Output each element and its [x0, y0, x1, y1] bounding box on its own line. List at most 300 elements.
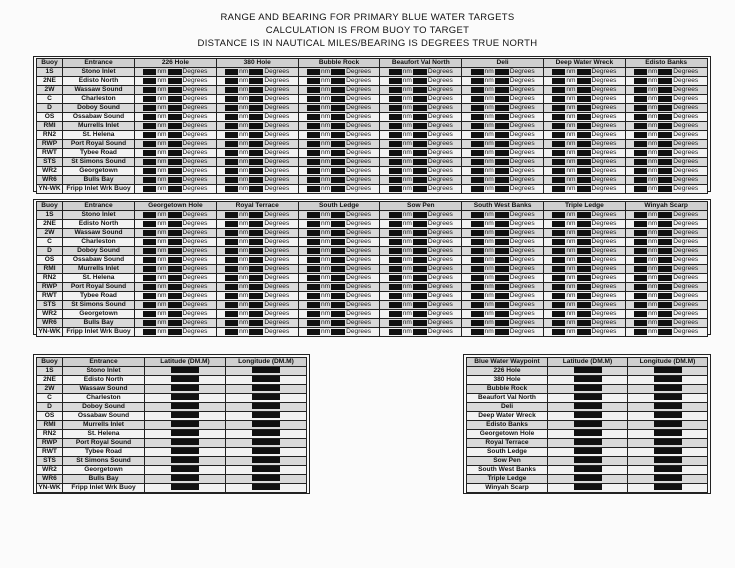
degrees-unit: Degrees — [264, 229, 290, 236]
range-bearing-cell — [543, 86, 625, 95]
nm-unit: nm — [484, 319, 494, 326]
degrees-unit: Degrees — [673, 176, 699, 183]
range-bearing-cell — [135, 158, 217, 167]
nm-unit: nm — [566, 283, 576, 290]
redacted-bearing — [249, 275, 263, 281]
degrees-unit: Degrees — [673, 113, 699, 120]
redacted-bearing — [331, 248, 345, 254]
waypoint-name: Bubble Rock — [467, 385, 548, 394]
redacted-range — [389, 257, 402, 263]
nm-unit: nm — [648, 149, 658, 156]
redacted-coordinate — [574, 394, 602, 400]
redacted-bearing — [168, 302, 182, 308]
coordinate-cell — [145, 457, 226, 466]
coordinate-cell — [628, 421, 708, 430]
range-bearing-cell — [298, 95, 380, 104]
nm-unit: nm — [566, 113, 576, 120]
nm-unit: nm — [402, 122, 412, 129]
redacted-bearing — [658, 329, 672, 335]
redacted-coordinate — [252, 439, 280, 445]
table-row — [467, 457, 708, 466]
nm-unit: nm — [320, 319, 331, 326]
redacted-range — [552, 302, 565, 308]
range-bearing-cell — [298, 176, 380, 185]
nm-unit: nm — [320, 238, 331, 245]
redacted-bearing — [658, 320, 672, 326]
range-bearing-cell — [216, 229, 298, 238]
redacted-coordinate — [654, 403, 682, 409]
redacted-range — [552, 186, 565, 192]
buoy-id: WR2 — [37, 167, 63, 176]
buoy-id: WR2 — [37, 310, 63, 319]
degrees-unit: Degrees — [673, 310, 699, 317]
col-header-target: 380 Hole — [216, 59, 298, 68]
redacted-range — [143, 302, 156, 308]
nm-unit: nm — [484, 274, 494, 281]
redacted-range — [143, 159, 156, 165]
table-row — [467, 448, 708, 457]
coordinate-cell — [548, 421, 628, 430]
nm-unit: nm — [648, 256, 658, 263]
degrees-unit: Degrees — [591, 95, 617, 102]
degrees-unit: Degrees — [591, 122, 617, 129]
range-bearing-cell — [625, 319, 707, 328]
range-bearing-cell — [216, 256, 298, 265]
nm-unit: nm — [320, 274, 331, 281]
range-bearing-cell — [135, 131, 217, 140]
redacted-bearing — [249, 168, 263, 174]
redacted-bearing — [658, 150, 672, 156]
range-bearing-cell — [625, 238, 707, 247]
degrees-unit: Degrees — [427, 238, 453, 245]
entrance-name: St. Helena — [63, 131, 135, 140]
table-row — [37, 457, 307, 466]
nm-unit: nm — [566, 167, 576, 174]
nm-unit: nm — [566, 149, 576, 156]
nm-unit: nm — [484, 149, 494, 156]
redacted-range — [143, 248, 156, 254]
redacted-range — [634, 177, 647, 183]
coordinate-cell — [548, 439, 628, 448]
redacted-range — [634, 221, 647, 227]
redacted-bearing — [495, 320, 509, 326]
nm-unit: nm — [484, 283, 494, 290]
degrees-unit: Degrees — [427, 283, 453, 290]
buoy-id: STS — [37, 301, 63, 310]
redacted-range — [471, 275, 484, 281]
range-bearing-cell — [543, 220, 625, 229]
nm-unit: nm — [648, 131, 658, 138]
redacted-range — [552, 320, 565, 326]
redacted-range — [143, 257, 156, 263]
range-bearing-cell — [462, 149, 544, 158]
redacted-bearing — [495, 78, 509, 84]
table-row — [37, 475, 307, 484]
redacted-bearing — [495, 257, 509, 263]
nm-unit: nm — [157, 301, 167, 308]
redacted-range — [471, 96, 484, 102]
redacted-bearing — [413, 87, 427, 93]
redacted-range — [634, 293, 647, 299]
redacted-bearing — [577, 230, 591, 236]
redacted-range — [552, 239, 565, 245]
degrees-unit: Degrees — [182, 265, 208, 272]
range-bearing-cell — [380, 185, 462, 194]
degrees-unit: Degrees — [182, 310, 208, 317]
redacted-range — [389, 212, 402, 218]
redacted-range — [389, 302, 402, 308]
redacted-range — [634, 230, 647, 236]
table-row — [467, 376, 708, 385]
nm-unit: nm — [320, 310, 331, 317]
nm-unit: nm — [566, 229, 576, 236]
range-bearing-cell — [625, 131, 707, 140]
buoy-id: 2W — [37, 86, 63, 95]
range-bearing-cell — [462, 158, 544, 167]
redacted-range — [471, 320, 484, 326]
redacted-bearing — [658, 266, 672, 272]
range-bearing-cell — [462, 167, 544, 176]
degrees-unit: Degrees — [591, 238, 617, 245]
redacted-range — [634, 87, 647, 93]
range-bearing-cell — [380, 319, 462, 328]
redacted-range — [471, 329, 484, 335]
nm-unit: nm — [484, 328, 494, 335]
coordinate-cell — [145, 484, 226, 493]
redacted-range — [143, 275, 156, 281]
redacted-coordinate — [171, 439, 199, 445]
range-bearing-cell — [462, 131, 544, 140]
redacted-range — [143, 230, 156, 236]
range-bearing-cell — [462, 292, 544, 301]
degrees-unit: Degrees — [182, 319, 208, 326]
redacted-range — [307, 266, 320, 272]
redacted-range — [225, 141, 238, 147]
range-bearing-cell — [380, 274, 462, 283]
nm-unit: nm — [566, 176, 576, 183]
redacted-range — [307, 177, 320, 183]
coordinate-cell — [145, 394, 226, 403]
redacted-bearing — [495, 275, 509, 281]
range-bearing-cell — [298, 211, 380, 220]
waypoint-name: Deep Water Wreck — [467, 412, 548, 421]
nm-unit: nm — [566, 185, 576, 192]
nm-unit: nm — [239, 229, 249, 236]
redacted-bearing — [249, 239, 263, 245]
redacted-range — [389, 266, 402, 272]
range-bearing-cell — [380, 301, 462, 310]
coordinate-cell — [628, 484, 708, 493]
nm-unit: nm — [239, 104, 249, 111]
degrees-unit: Degrees — [182, 283, 208, 290]
degrees-unit: Degrees — [427, 95, 453, 102]
table-row — [467, 412, 708, 421]
redacted-bearing — [658, 284, 672, 290]
redacted-bearing — [658, 212, 672, 218]
redacted-bearing — [331, 168, 345, 174]
buoy-id: STS — [37, 158, 63, 167]
redacted-bearing — [249, 320, 263, 326]
buoy-id: RMI — [37, 265, 63, 274]
table-row — [37, 310, 708, 319]
degrees-unit: Degrees — [182, 86, 208, 93]
table-row — [37, 439, 307, 448]
entrance-name: Wassaw Sound — [63, 229, 135, 238]
redacted-range — [143, 311, 156, 317]
degrees-unit: Degrees — [427, 113, 453, 120]
buoy-id: RMI — [37, 421, 63, 430]
degrees-unit: Degrees — [346, 86, 372, 93]
range-bearing-cell — [135, 328, 217, 337]
nm-unit: nm — [239, 185, 249, 192]
nm-unit: nm — [648, 185, 658, 192]
nm-unit: nm — [484, 310, 494, 317]
redacted-bearing — [249, 87, 263, 93]
range-bearing-cell — [380, 158, 462, 167]
redacted-bearing — [413, 329, 427, 335]
redacted-range — [143, 96, 156, 102]
range-bearing-cell — [380, 140, 462, 149]
range-bearing-cell — [135, 247, 217, 256]
range-bearing-cell — [462, 122, 544, 131]
nm-unit: nm — [157, 104, 167, 111]
degrees-unit: Degrees — [346, 176, 372, 183]
waypoint-name: South West Banks — [467, 466, 548, 475]
redacted-coordinate — [171, 367, 199, 373]
nm-unit: nm — [239, 149, 249, 156]
redacted-coordinate — [574, 484, 602, 490]
redacted-coordinate — [574, 367, 602, 373]
redacted-bearing — [168, 96, 182, 102]
redacted-bearing — [413, 177, 427, 183]
redacted-range — [143, 293, 156, 299]
range-bearing-cell — [216, 301, 298, 310]
degrees-unit: Degrees — [264, 238, 290, 245]
degrees-unit: Degrees — [182, 274, 208, 281]
entrance-name: Stono Inlet — [63, 68, 135, 77]
redacted-range — [634, 248, 647, 254]
degrees-unit: Degrees — [182, 77, 208, 84]
redacted-range — [389, 329, 402, 335]
nm-unit: nm — [648, 283, 658, 290]
redacted-range — [307, 221, 320, 227]
redacted-range — [389, 105, 402, 111]
degrees-unit: Degrees — [427, 229, 453, 236]
degrees-unit: Degrees — [264, 319, 290, 326]
range-bearing-cell — [298, 229, 380, 238]
table-row — [37, 412, 307, 421]
redacted-bearing — [413, 132, 427, 138]
redacted-range — [634, 132, 647, 138]
redacted-bearing — [658, 123, 672, 129]
nm-unit: nm — [648, 68, 658, 75]
range-bearing-cell — [543, 211, 625, 220]
redacted-bearing — [577, 239, 591, 245]
redacted-range — [389, 275, 402, 281]
redacted-coordinate — [574, 421, 602, 427]
nm-unit: nm — [648, 167, 658, 174]
nm-unit: nm — [402, 185, 412, 192]
range-bearing-cell — [216, 95, 298, 104]
col-header-target: South West Banks — [462, 202, 544, 211]
range-bearing-cell — [543, 292, 625, 301]
table-row — [37, 394, 307, 403]
degrees-unit: Degrees — [346, 185, 372, 192]
nm-unit: nm — [566, 122, 576, 129]
redacted-bearing — [331, 150, 345, 156]
redacted-range — [225, 239, 238, 245]
redacted-bearing — [331, 284, 345, 290]
redacted-range — [471, 186, 484, 192]
redacted-bearing — [249, 221, 263, 227]
range-bearing-cell — [625, 211, 707, 220]
redacted-range — [389, 230, 402, 236]
degrees-unit: Degrees — [509, 104, 535, 111]
degrees-unit: Degrees — [591, 113, 617, 120]
table-row — [37, 176, 708, 185]
nm-unit: nm — [484, 185, 494, 192]
coordinate-cell — [226, 430, 307, 439]
nm-unit: nm — [157, 238, 167, 245]
redacted-bearing — [658, 159, 672, 165]
nm-unit: nm — [239, 247, 249, 254]
degrees-unit: Degrees — [591, 274, 617, 281]
redacted-bearing — [495, 186, 509, 192]
redacted-bearing — [495, 293, 509, 299]
redacted-bearing — [249, 257, 263, 263]
nm-unit: nm — [566, 95, 576, 102]
coordinate-cell — [628, 385, 708, 394]
redacted-range — [307, 114, 320, 120]
range-bearing-cell — [543, 301, 625, 310]
redacted-range — [225, 123, 238, 129]
redacted-bearing — [413, 266, 427, 272]
redacted-coordinate — [574, 457, 602, 463]
nm-unit: nm — [402, 238, 412, 245]
nm-unit: nm — [484, 86, 494, 93]
degrees-unit: Degrees — [509, 68, 535, 75]
nm-unit: nm — [402, 247, 412, 254]
redacted-bearing — [331, 302, 345, 308]
degrees-unit: Degrees — [509, 238, 535, 245]
range-bearing-cell — [625, 301, 707, 310]
redacted-bearing — [413, 221, 427, 227]
redacted-coordinate — [171, 421, 199, 427]
redacted-coordinate — [171, 466, 199, 472]
redacted-range — [634, 275, 647, 281]
degrees-unit: Degrees — [346, 310, 372, 317]
nm-unit: nm — [402, 319, 412, 326]
redacted-bearing — [577, 266, 591, 272]
degrees-unit: Degrees — [509, 274, 535, 281]
redacted-range — [471, 78, 484, 84]
range-bearing-cell — [543, 274, 625, 283]
nm-unit: nm — [157, 292, 167, 299]
redacted-bearing — [168, 186, 182, 192]
table-row — [467, 439, 708, 448]
redacted-bearing — [331, 159, 345, 165]
redacted-range — [389, 221, 402, 227]
redacted-bearing — [331, 239, 345, 245]
range-bearing-cell — [543, 185, 625, 194]
redacted-bearing — [168, 123, 182, 129]
degrees-unit: Degrees — [591, 328, 617, 335]
range-bearing-cell — [543, 68, 625, 77]
degrees-unit: Degrees — [346, 274, 372, 281]
coordinate-cell — [226, 439, 307, 448]
redacted-range — [634, 96, 647, 102]
nm-unit: nm — [402, 149, 412, 156]
redacted-bearing — [495, 132, 509, 138]
redacted-range — [307, 159, 320, 165]
degrees-unit: Degrees — [509, 301, 535, 308]
range-bearing-cell — [462, 220, 544, 229]
range-bearing-cell — [625, 95, 707, 104]
nm-unit: nm — [648, 176, 658, 183]
col-header-buoy: Buoy — [37, 202, 63, 211]
table-row — [37, 140, 708, 149]
range-bearing-cell — [462, 310, 544, 319]
redacted-range — [143, 141, 156, 147]
range-bearing-cell — [462, 211, 544, 220]
nm-unit: nm — [484, 292, 494, 299]
redacted-bearing — [577, 221, 591, 227]
range-bearing-cell — [298, 256, 380, 265]
nm-unit: nm — [157, 158, 167, 165]
redacted-range — [471, 105, 484, 111]
redacted-range — [634, 329, 647, 335]
redacted-bearing — [249, 212, 263, 218]
buoy-id: 1S — [37, 211, 63, 220]
redacted-coordinate — [252, 457, 280, 463]
nm-unit: nm — [320, 68, 331, 75]
redacted-bearing — [331, 230, 345, 236]
entrance-name: Bulls Bay — [63, 319, 135, 328]
redacted-bearing — [658, 302, 672, 308]
redacted-range — [389, 150, 402, 156]
redacted-coordinate — [574, 412, 602, 418]
nm-unit: nm — [157, 176, 167, 183]
range-bearing-cell — [216, 86, 298, 95]
range-bearing-cell — [216, 131, 298, 140]
coordinate-cell — [226, 484, 307, 493]
degrees-unit: Degrees — [427, 167, 453, 174]
degrees-unit: Degrees — [346, 229, 372, 236]
redacted-range — [389, 132, 402, 138]
redacted-bearing — [168, 257, 182, 263]
buoy-id: YN-WK — [38, 484, 61, 491]
nm-unit: nm — [402, 113, 412, 120]
range-bearing-cell — [462, 68, 544, 77]
redacted-range — [634, 212, 647, 218]
range-bearing-cell — [543, 283, 625, 292]
redacted-range — [225, 257, 238, 263]
redacted-bearing — [413, 230, 427, 236]
nm-unit: nm — [402, 77, 412, 84]
redacted-range — [471, 311, 484, 317]
entrance-name: Charleston — [63, 238, 135, 247]
degrees-unit: Degrees — [346, 256, 372, 263]
table-row — [37, 220, 708, 229]
degrees-unit: Degrees — [673, 238, 699, 245]
redacted-range — [307, 293, 320, 299]
redacted-bearing — [495, 105, 509, 111]
degrees-unit: Degrees — [673, 122, 699, 129]
coordinate-cell — [548, 484, 628, 493]
nm-unit: nm — [157, 167, 167, 174]
redacted-range — [634, 123, 647, 129]
redacted-bearing — [249, 230, 263, 236]
